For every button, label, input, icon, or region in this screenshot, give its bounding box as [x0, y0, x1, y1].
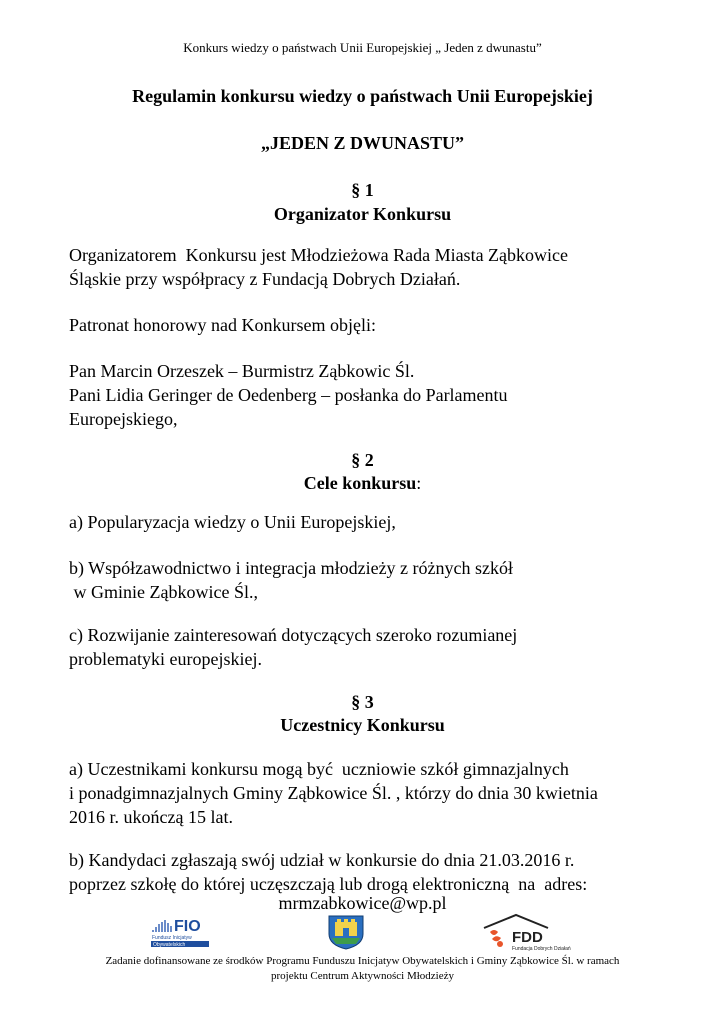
document-title: Regulamin konkursu wiedzy o państwach Unii Europejskiej	[132, 86, 593, 106]
section-2-paragraph-1: a) Popularyzacja wiedzy o Unii Europejskiej,	[69, 512, 396, 532]
fdd-logo-text: FDD	[512, 929, 543, 946]
fdd-logo	[478, 912, 571, 952]
fio-logo	[150, 914, 212, 948]
section-1-heading: Organizator Konkursu	[273, 204, 452, 224]
section-2-paragraph-2: b) Współzawodnictwo i integracja młodzieży z różnych szkół w Gminie Ząbkowice Śl.,	[69, 558, 514, 602]
contact-email[interactable]: mrmzabkowice@wp.pl	[278, 893, 447, 913]
section-3-paragraph-2: b) Kandydaci zgłaszają swój udział w konkursie do dnia 21.03.2016 r. poprzez szkołę do której uczęszczają lub drogą elektroniczną na adres:	[69, 850, 588, 894]
footer-funding-note: Zadanie dofinansowane ze środków Programu Funduszu Inicjatyw Obywatelskich i Gminy Ząbkowice Śl. w ramach projektu Centrum Aktywności Młodzieży	[105, 955, 620, 982]
section-1-paragraph-1: Organizatorem Konkursu jest Młodzieżowa Rada Miasta Ząbkowice Śląskie przy współpracy z Fundacją Dobrych Działań.	[69, 245, 569, 289]
svg-text:Fundacja Dobrych Działań: Fundacja Dobrych Działań	[512, 946, 571, 952]
section-2-heading: Cele konkursu:	[303, 473, 422, 493]
section-2-number: § 2	[351, 450, 374, 470]
page-header: Konkurs wiedzy o państwach Unii Europejskiej „ Jeden z dwunastu”	[183, 40, 542, 55]
section-3-paragraph-1: a) Uczestnikami konkursu mogą być uczniowie szkół gimnazjalnych i ponadgimnazjalnych Gminy Ząbkowice Śl. , którzy do dnia 30 kwietnia 2016 r. ukończą 15 lat.	[69, 759, 598, 827]
fio-logo-text: FIO	[174, 918, 201, 935]
section-3-heading: Uczestnicy Konkursu	[280, 715, 445, 735]
section-2-paragraph-3: c) Rozwijanie zainteresowań dotyczących szeroko rozumianej problematyki europejskiej.	[69, 625, 518, 669]
svg-text:Fundusz Inicjatyw: Fundusz Inicjatyw	[152, 935, 192, 941]
section-3-number: § 3	[351, 692, 374, 712]
section-1-paragraph-3: Pan Marcin Orzeszek – Burmistrz Ząbkowic Śl. Pani Lidia Geringer de Oedenberg – posłanka do Parlamentu Europejskiego,	[69, 361, 508, 429]
section-1-number: § 1	[351, 180, 374, 200]
document-subtitle: „JEDEN Z DWUNASTU”	[260, 133, 465, 153]
section-1-paragraph-2: Patronat honorowy nad Konkursem objęli:	[69, 315, 376, 335]
zabkowice-coat-of-arms	[326, 914, 366, 950]
svg-text:Obywatelskich: Obywatelskich	[153, 942, 186, 948]
